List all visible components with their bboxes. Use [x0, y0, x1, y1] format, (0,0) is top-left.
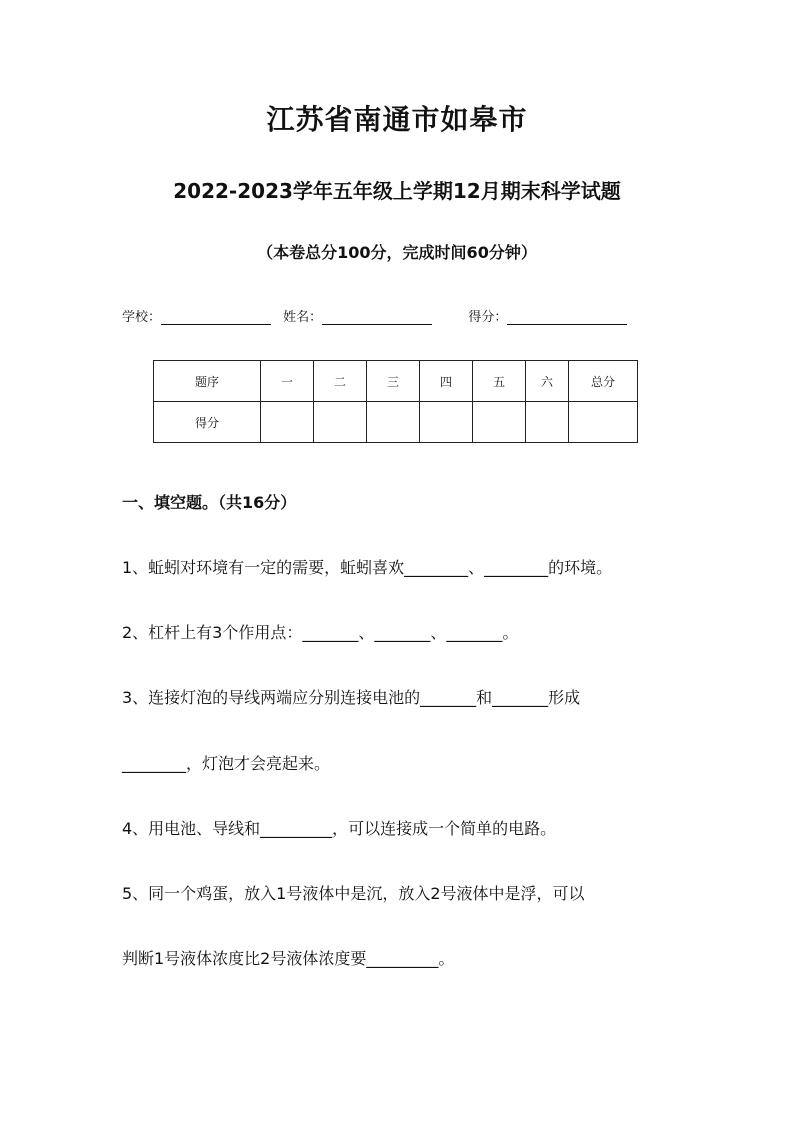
name-label: 姓名：	[283, 310, 323, 325]
score-cell[interactable]	[367, 402, 420, 443]
table-cell: 总分	[569, 361, 638, 402]
school-blank[interactable]	[161, 308, 271, 325]
score-table-score-row	[154, 402, 638, 443]
score-cell[interactable]	[569, 402, 638, 443]
score-label: 得分：	[468, 310, 508, 325]
table-cell: 四	[420, 361, 473, 402]
exam-title: 2022-2023学年五年级上学期12月期末科学试题	[173, 179, 621, 203]
table-cell: 三	[367, 361, 420, 402]
score-cell[interactable]	[526, 402, 569, 443]
score-blank[interactable]	[507, 308, 627, 325]
table-cell: 二	[314, 361, 367, 402]
score-cell[interactable]	[314, 402, 367, 443]
table-cell: 得分	[154, 402, 261, 443]
school-label: 学校：	[122, 310, 162, 325]
exam-note: （本卷总分100分，完成时间60分钟）	[257, 243, 537, 262]
table-cell: 五	[473, 361, 526, 402]
name-blank[interactable]	[322, 308, 432, 325]
score-cell[interactable]	[261, 402, 314, 443]
table-cell: 六	[526, 361, 569, 402]
question-text: 3、连接灯泡的导线两端应分别连接电池的_______和_______形成	[122, 688, 581, 707]
score-cell[interactable]	[473, 402, 526, 443]
question-text: 5、同一个鸡蛋，放入1号液体中是沉，放入2号液体中是浮，可以	[122, 884, 585, 903]
question-text: 2、杠杆上有3个作用点：_______、_______、_______。	[122, 623, 519, 642]
question-text: 判断1号液体浓度比2号液体浓度要_________。	[122, 949, 455, 968]
section-heading: 一、填空题。（共16分）	[122, 493, 297, 512]
score-cell[interactable]	[420, 402, 473, 443]
table-cell: 题序	[154, 361, 261, 402]
question-text: 1、蚯蚓对环境有一定的需要，蚯蚓喜欢________、________的环境。	[122, 558, 613, 577]
region-title: 江苏省南通市如皋市	[266, 103, 528, 136]
question-text: 4、用电池、导线和_________，可以连接成一个简单的电路。	[122, 819, 557, 838]
question-text: ________，灯泡才会亮起来。	[122, 754, 331, 773]
score-table-header-row	[154, 361, 638, 402]
table-cell: 一	[261, 361, 314, 402]
score-table	[153, 360, 638, 443]
student-info-row	[122, 306, 627, 325]
